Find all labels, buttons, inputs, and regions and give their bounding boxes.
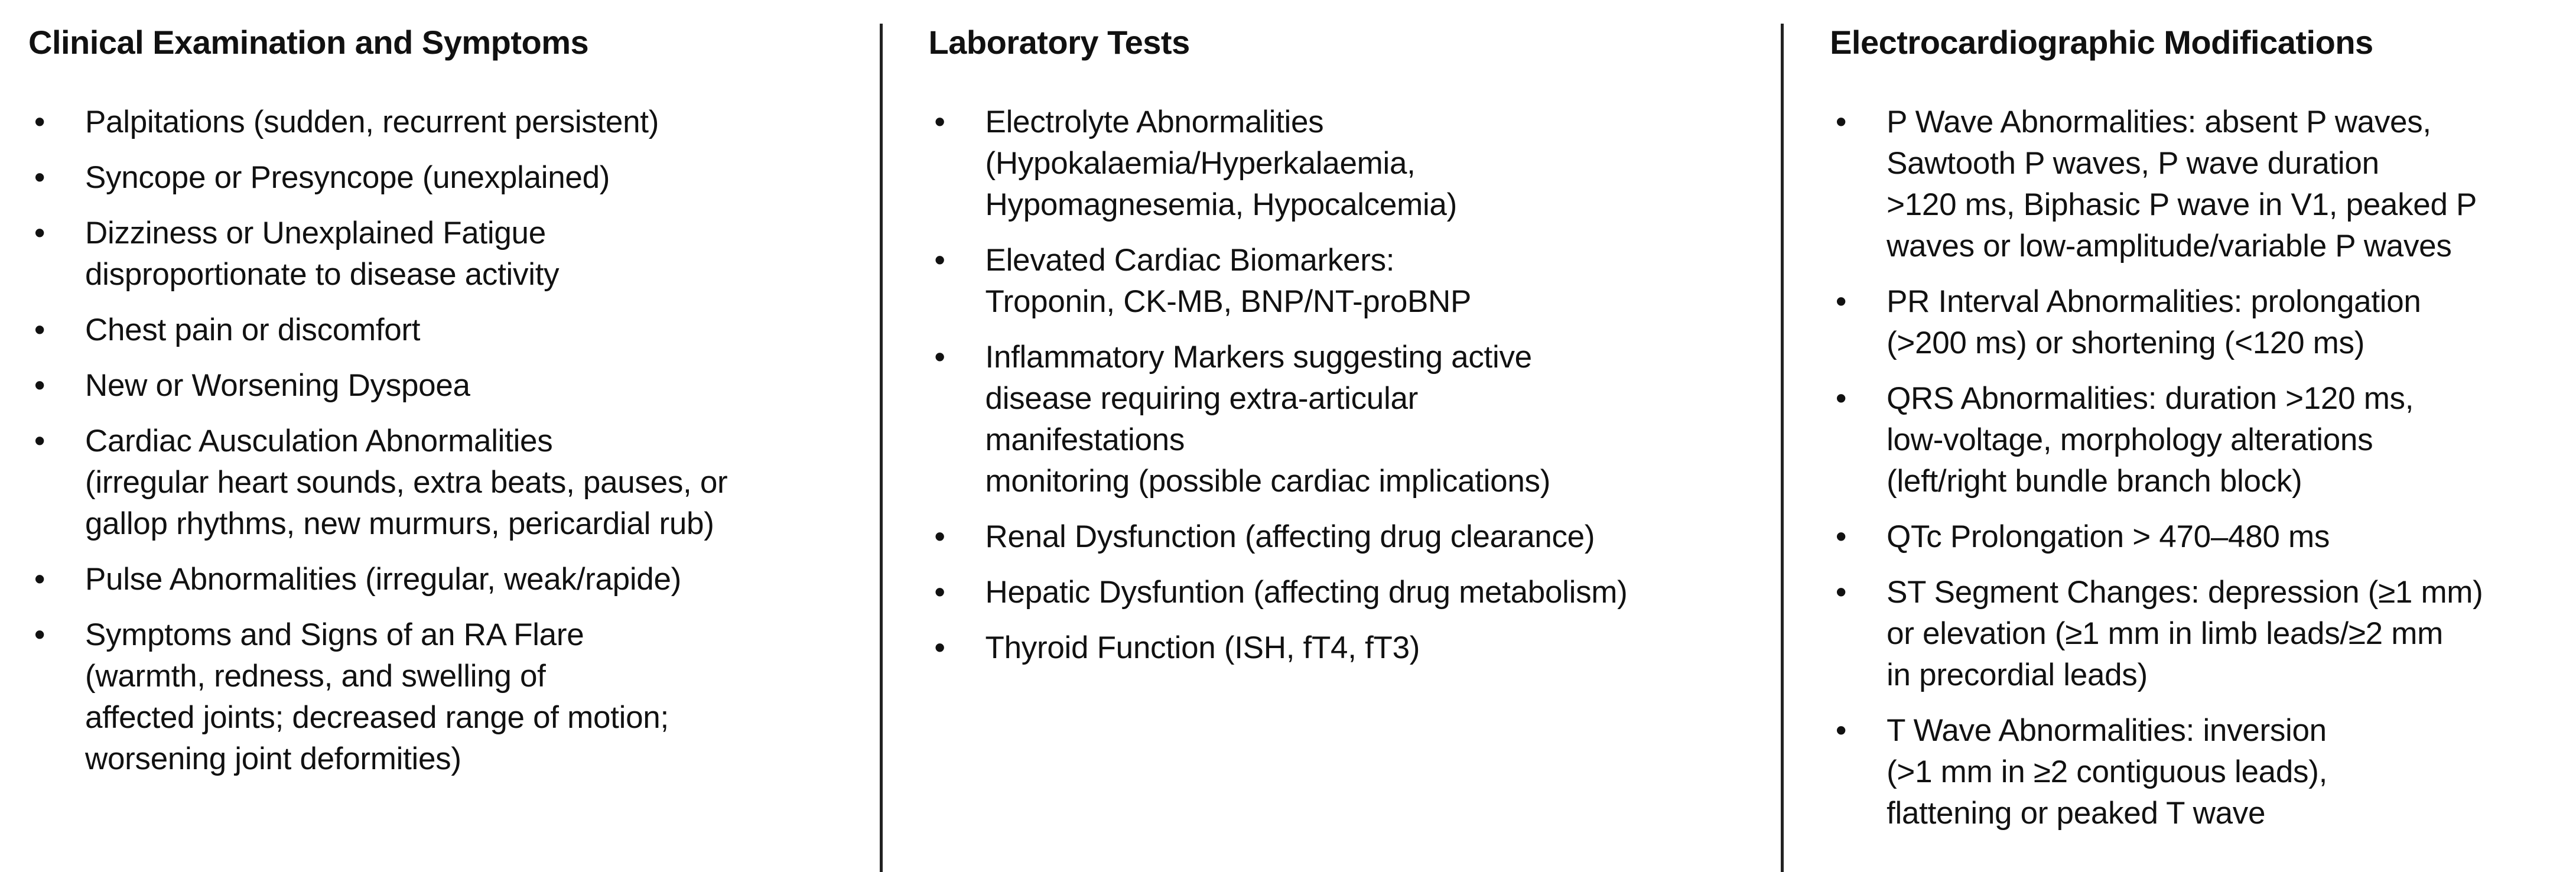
list-item (28, 614, 856, 780)
clinical-list (28, 102, 856, 780)
list-item (1830, 281, 2558, 364)
list-item (929, 240, 1758, 323)
list-item-text: Electrolyte Abnormalities (Hypokalaemia/Hyperkalaemia, Hypomagnesemia, Hypocalcemia) (985, 105, 1457, 222)
bullet-icon: • (34, 105, 45, 139)
list-item-text: ST Segment Changes: depression (≥1 mm) or elevation (≥1 mm in limb leads/≥2 mm in precordial leads) (1887, 575, 2483, 692)
bullet-icon: • (1835, 284, 1847, 319)
list-item (1830, 710, 2558, 834)
list-item (28, 157, 856, 199)
list-item-text: Elevated Cardiac Biomarkers: Troponin, CK-MB, BNP/NT-proBNP (985, 243, 1472, 319)
list-item (1830, 378, 2558, 502)
list-item-text: New or Worsening Dyspoea (85, 368, 470, 403)
bullet-icon: • (34, 617, 45, 652)
bullet-icon: • (934, 630, 945, 665)
bullet-icon: • (934, 105, 945, 139)
column-title-clinical: Clinical Examination and Symptoms (28, 24, 589, 61)
column-laboratory-tests (883, 0, 1781, 869)
ecg-list (1830, 102, 2558, 834)
bullet-icon: • (1835, 519, 1847, 554)
list-item-text: QTc Prolongation > 470–480 ms (1887, 519, 2330, 554)
list-item-text: T Wave Abnormalities: inversion (>1 mm in ≥2 contiguous leads), flattening or peaked T wave (1887, 713, 2328, 831)
list-item (28, 365, 856, 406)
bullet-icon: • (1835, 381, 1847, 416)
list-item-text: Palpitations (sudden, recurrent persistent) (85, 105, 659, 139)
list-item-text: Hepatic Dysfuntion (affecting drug metabolism) (985, 575, 1628, 610)
list-item-text: PR Interval Abnormalities: prolongation (>200 ms) or shortening (<120 ms) (1887, 284, 2421, 360)
column-electrocardiographic (1784, 0, 2576, 869)
bullet-icon: • (34, 313, 45, 347)
column-clinical-examination (0, 0, 880, 869)
list-item-text: Syncope or Presyncope (unexplained) (85, 160, 610, 195)
list-item (28, 310, 856, 351)
list-item (28, 102, 856, 143)
bullet-icon: • (1835, 105, 1847, 139)
bullet-icon: • (34, 562, 45, 597)
list-item (929, 516, 1758, 558)
bullet-icon: • (934, 243, 945, 278)
bullet-icon: • (1835, 575, 1847, 610)
bullet-icon: • (34, 424, 45, 458)
list-item (1830, 572, 2558, 696)
list-item-text: Pulse Abnormalities (irregular, weak/rapide) (85, 562, 681, 597)
list-item-text: Thyroid Function (ISH, fT4, fT3) (985, 630, 1420, 665)
list-item-text: Symptoms and Signs of an RA Flare (warmth, redness, and swelling of affected joints; decreased range of motion; worsening joint deformities) (85, 617, 669, 776)
list-item (929, 337, 1758, 502)
list-item (28, 559, 856, 600)
bullet-icon: • (34, 216, 45, 250)
laboratory-list (929, 102, 1758, 669)
bullet-icon: • (934, 519, 945, 554)
bullet-icon: • (1835, 713, 1847, 748)
list-item-text: Chest pain or discomfort (85, 313, 421, 347)
bullet-icon: • (34, 368, 45, 403)
list-item (1830, 516, 2558, 558)
list-item (28, 421, 856, 545)
column-title-ecg: Electrocardiographic Modifications (1830, 24, 2373, 61)
list-item-text: P Wave Abnormalities: absent P waves, Sawtooth P waves, P wave duration >120 ms, Biphasic P wave in V1, peaked P waves or low-amplitude/variable P waves (1887, 105, 2477, 263)
bullet-icon: • (934, 340, 945, 375)
list-item-text: Dizziness or Unexplained Fatigue disproportionate to disease activity (85, 216, 560, 292)
bullet-icon: • (934, 575, 945, 610)
list-item-text: Inflammatory Markers suggesting active disease requiring extra-articular manifestations monitoring (possible cardiac implications) (985, 340, 1551, 499)
list-item (929, 627, 1758, 669)
list-item (929, 572, 1758, 613)
list-item-text: QRS Abnormalities: duration >120 ms, low-voltage, morphology alterations (left/right bundle branch block) (1887, 381, 2414, 499)
list-item (28, 213, 856, 295)
list-item-text: Cardiac Ausculation Abnormalities (irregular heart sounds, extra beats, pauses, or gallop rhythms, new murmurs, pericardial rub) (85, 424, 728, 541)
list-item (1830, 102, 2558, 267)
column-title-laboratory: Laboratory Tests (928, 24, 1190, 61)
list-item (929, 102, 1758, 226)
bullet-icon: • (34, 160, 45, 195)
list-item-text: Renal Dysfunction (affecting drug clearance) (985, 519, 1595, 554)
